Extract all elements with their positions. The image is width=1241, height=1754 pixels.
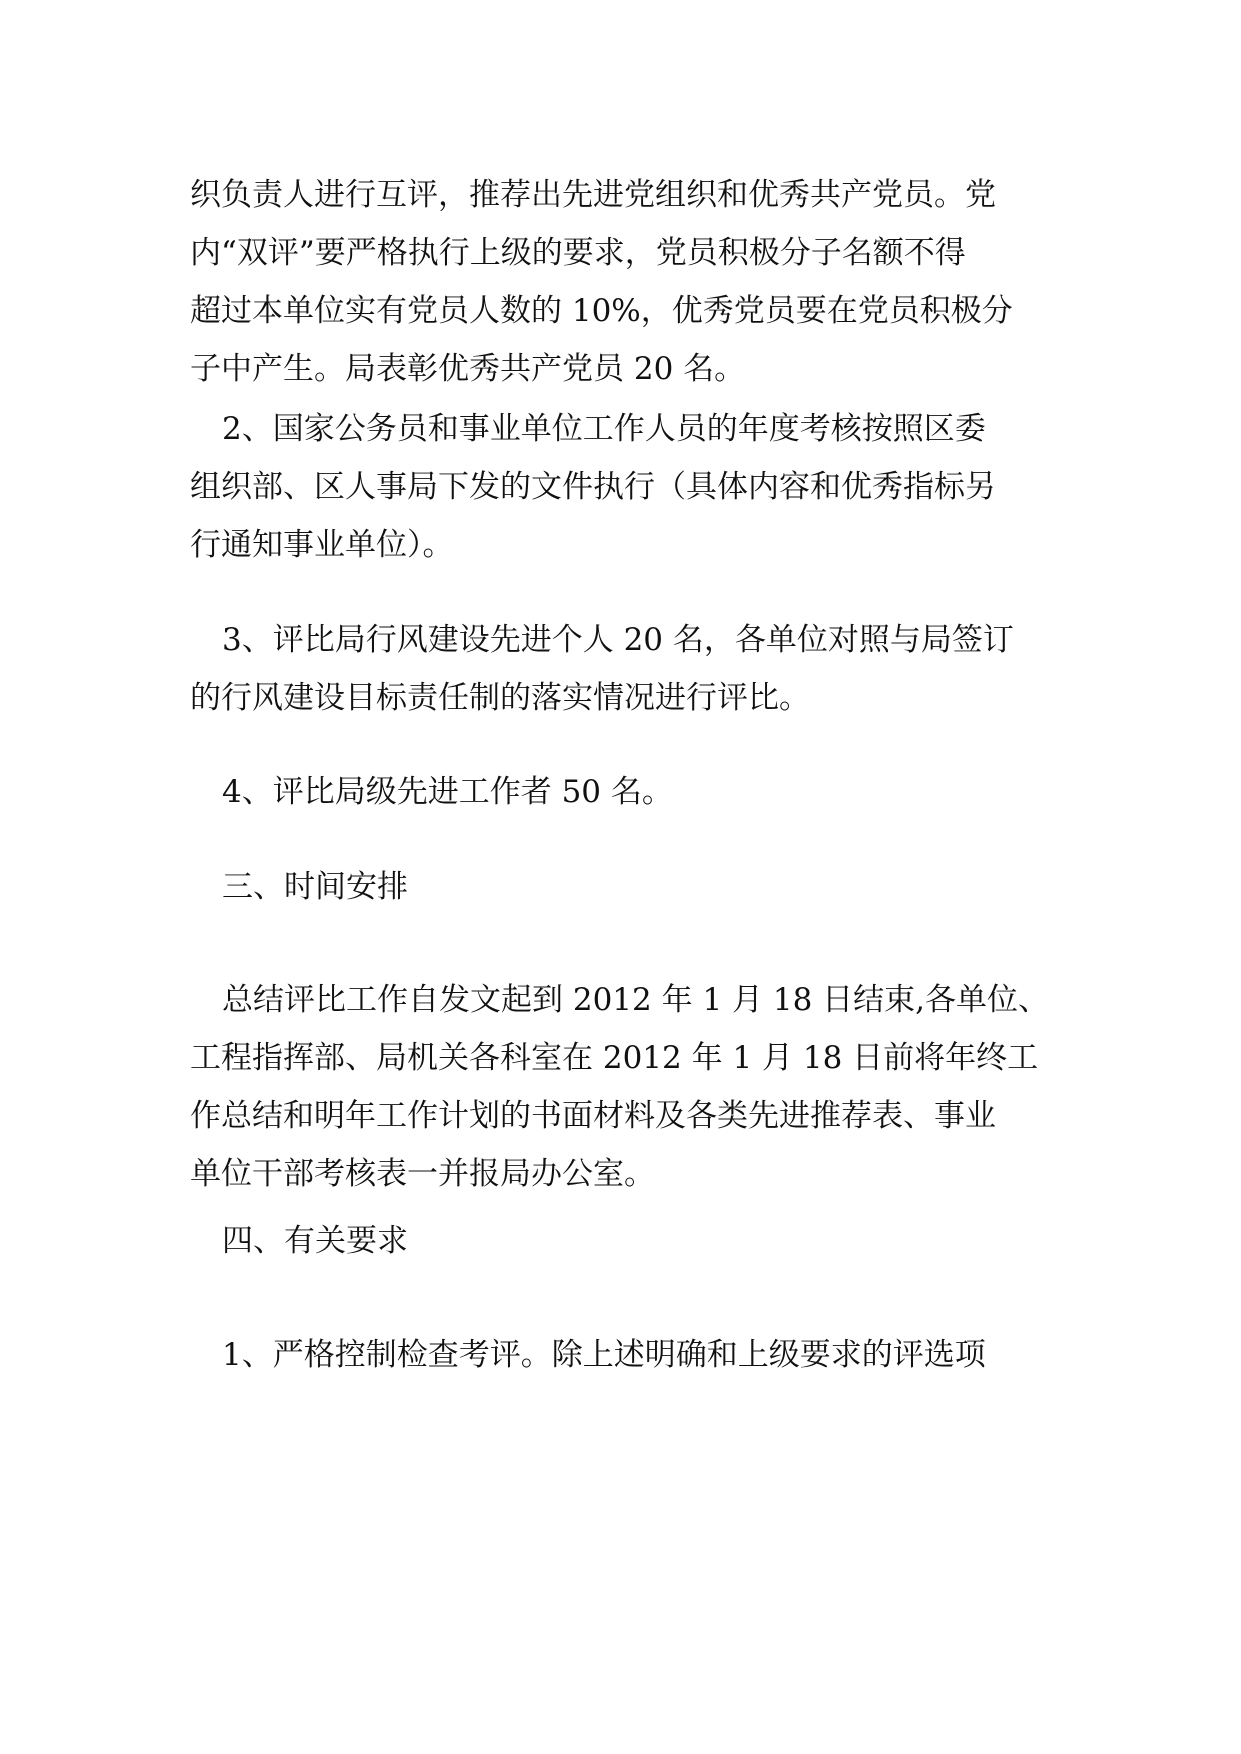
heading-text: 四、有关要求 (222, 1223, 408, 1259)
section-heading-schedule (190, 858, 1060, 916)
text-line: 单位干部考核表一并报局办公室。 (190, 1156, 655, 1192)
text-line: 工程指挥部、局机关各科室在 2012 年 1 月 18 日前将年终工 (190, 1040, 1039, 1076)
section-heading-requirements (190, 1212, 1060, 1270)
text-line: 4、评比局级先进工作者 50 名。 (222, 774, 673, 810)
text-line: 织负责人进行互评，推荐出先进党组织和优秀共产党员。党 (190, 177, 996, 213)
text-line: 1、严格控制检查考评。除上述明确和上级要求的评选项 (222, 1337, 986, 1373)
paragraph-schedule (190, 971, 1060, 1203)
text-line: 的行风建设目标责任制的落实情况进行评比。 (190, 680, 810, 716)
paragraph-requirement-1 (190, 1326, 1060, 1384)
text-line: 行通知事业单位）。 (190, 527, 454, 563)
paragraph-party-evaluation (190, 166, 1060, 398)
heading-text: 三、时间安排 (222, 869, 408, 905)
paragraph-item-2 (190, 400, 1060, 574)
paragraph-item-4 (190, 763, 1060, 821)
text-line: 总结评比工作自发文起到 2012 年 1 月 18 日结束,各单位、 (222, 982, 1050, 1018)
text-line: 超过本单位实有党员人数的 10%，优秀党员要在党员积极分 (190, 293, 1013, 329)
text-line: 作总结和明年工作计划的书面材料及各类先进推荐表、事业 (190, 1098, 996, 1134)
text-line: 子中产生。局表彰优秀共产党员 20 名。 (190, 351, 746, 387)
text-line: 3、评比局行风建设先进个人 20 名，各单位对照与局签订 (222, 622, 1014, 658)
text-line: 组织部、区人事局下发的文件执行（具体内容和优秀指标另 (190, 469, 996, 505)
text-line: 内“双评”要严格执行上级的要求，党员积极分子名额不得 (190, 235, 966, 271)
text-line: 2、国家公务员和事业单位工作人员的年度考核按照区委 (222, 411, 986, 447)
paragraph-item-3 (190, 611, 1060, 727)
